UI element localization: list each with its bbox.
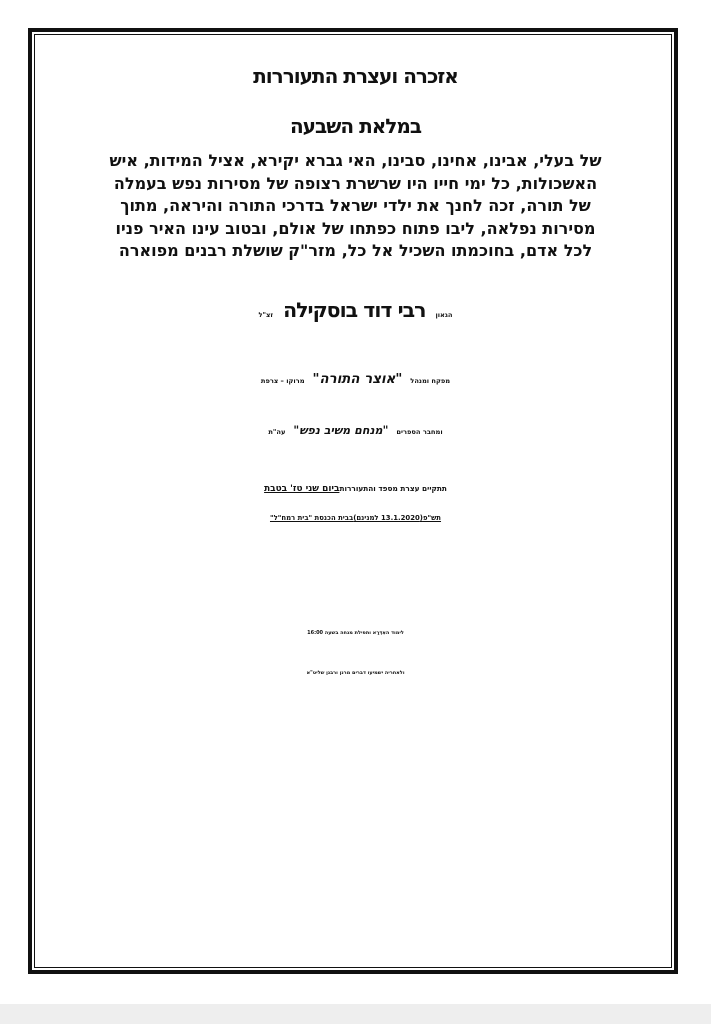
bio-line: של תורה, זכה לחנך את ילדי ישראל בדרכי התורה והיראה, מתוך [120,196,591,215]
biography-paragraph [40,150,671,263]
author-suffix: עה"ת [268,428,286,436]
role-prefix: מפקח ומנהל [410,377,451,385]
author-prefix: ומחבר הספרים [396,428,443,436]
role-suffix: מרוקו – צרפת [260,377,305,385]
bio-line: מסירות נפלאה, ליבו פתוח כפתחו של אולם, ובטוב עינו האיר פניו [115,218,596,238]
prayer-block [40,748,671,800]
bio-line: האשכולות, כל ימי חייו היו שרשרת רצופה של מסירות נפש בעמלה [113,173,598,193]
bio-line: של בעלי, אבינו, אחינו, סבינו, האי גברא יקירא, אציל המידות, איש [109,151,602,170]
prayer-line [40,748,671,774]
title-line-1: אזכרה ועצרת התעוררות [253,64,458,88]
event-date-civil: (13.1.2020 למנינם) [353,514,423,522]
bio-line: לכל אדם, בחוכמתו השכיל אל כל, מזר"ק שושלת רבנים מפוארה [118,241,593,260]
study-line-2: ולאחריה ישמיעו דברים מרנן ורבנן שליט"א [306,670,405,676]
book-title: "מנחם משיב נפש" [293,424,389,437]
author-line [40,424,671,437]
name-suffix: זצ"ל [258,311,274,319]
event-date-hebrew: ביום שני טז' בטבת [264,484,340,494]
deceased-name-line [40,298,671,368]
event-date-line [40,514,671,522]
event-text: תתקיים עצרת מספד והתעוררות [339,484,447,493]
role-line [40,372,671,387]
name-prefix: הגאון [435,311,453,319]
title-line-2: במלאת השבעה [289,114,422,138]
deceased-name: רבי דוד בוסקילה [283,298,426,322]
event-venue: בבית הכנסת "בית רמח"ל" [269,514,354,522]
bottom-strip [0,1004,711,1024]
prayer-line [40,774,671,800]
event-line [40,484,671,494]
study-line-1: לימוד האִדְּרָא ותפילת מנחה בשעה 16:00 [307,630,404,636]
institution-name: "אוצר התורה" [312,372,403,387]
event-year: תש"פ [422,514,442,522]
